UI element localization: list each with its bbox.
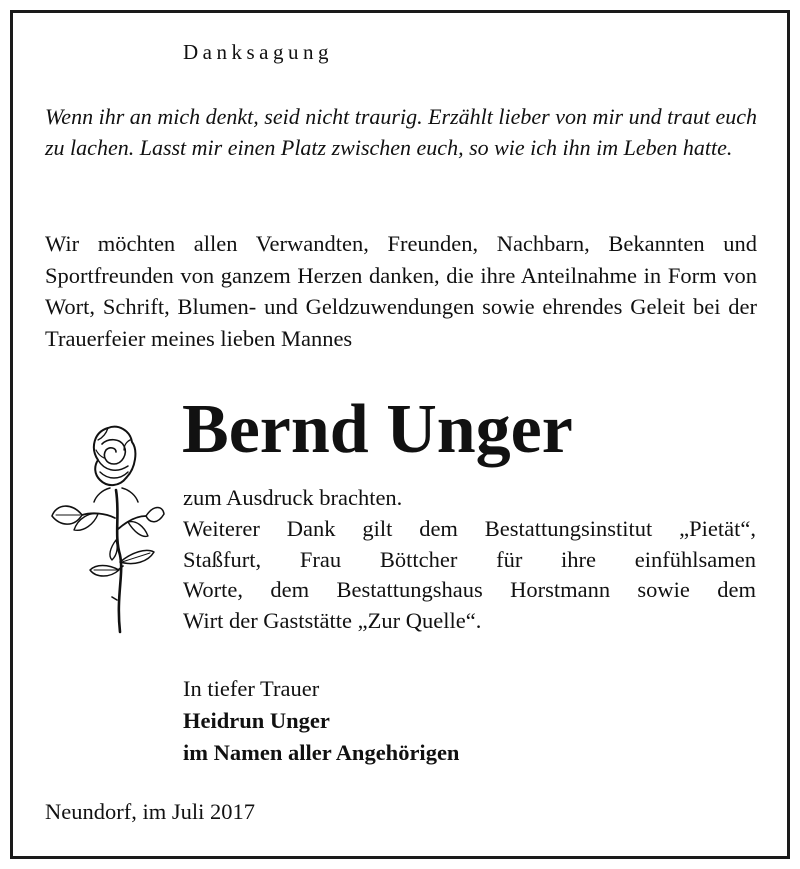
thanks-paragraph: Wir möchten allen Verwandten, Freunden, Nachbarn, Bekannten und Sportfreunden von ganzem Herzen danken, die ihre Anteilnahme in Form von Wort, Schrift, Blumen- und Geldzuwendungen sowie ehrendes Geleit bei der Trauerfeier meines lieben Mannes: [45, 231, 757, 351]
continuation-line: Wirt der Gaststätte „Zur Quelle“.: [183, 608, 482, 634]
continuation-line: Weiterer Dank gilt dem Bestattungsinstitut „Pietät“,: [183, 515, 756, 541]
rose-icon: [50, 420, 165, 635]
continuation-line: zum Ausdruck brachten.: [183, 485, 403, 510]
signer-family: im Namen aller Angehörigen: [183, 740, 460, 765]
signer-name: Heidrun Unger: [183, 708, 330, 733]
deceased-name: Bernd Unger: [182, 391, 573, 468]
memorial-quote: Wenn ihr an mich denkt, seid nicht traurig. Erzählt lieber von mir und traut euch zu lachen. Lasst mir einen Platz zwischen euch, so wie ich ihn im Leben hatte.: [45, 104, 757, 160]
signature-intro: In tiefer Trauer: [183, 676, 320, 701]
continuation-paragraph: [183, 483, 756, 637]
notice-heading: Danksagung: [183, 40, 333, 64]
place-date: Neundorf, im Juli 2017: [45, 799, 255, 824]
signature-block: [183, 673, 459, 769]
continuation-line: Staßfurt, Frau Böttcher für ihre einfühlsamen: [183, 546, 756, 572]
continuation-line: Worte, dem Bestattungshaus Horstmann sowie dem: [183, 577, 756, 603]
